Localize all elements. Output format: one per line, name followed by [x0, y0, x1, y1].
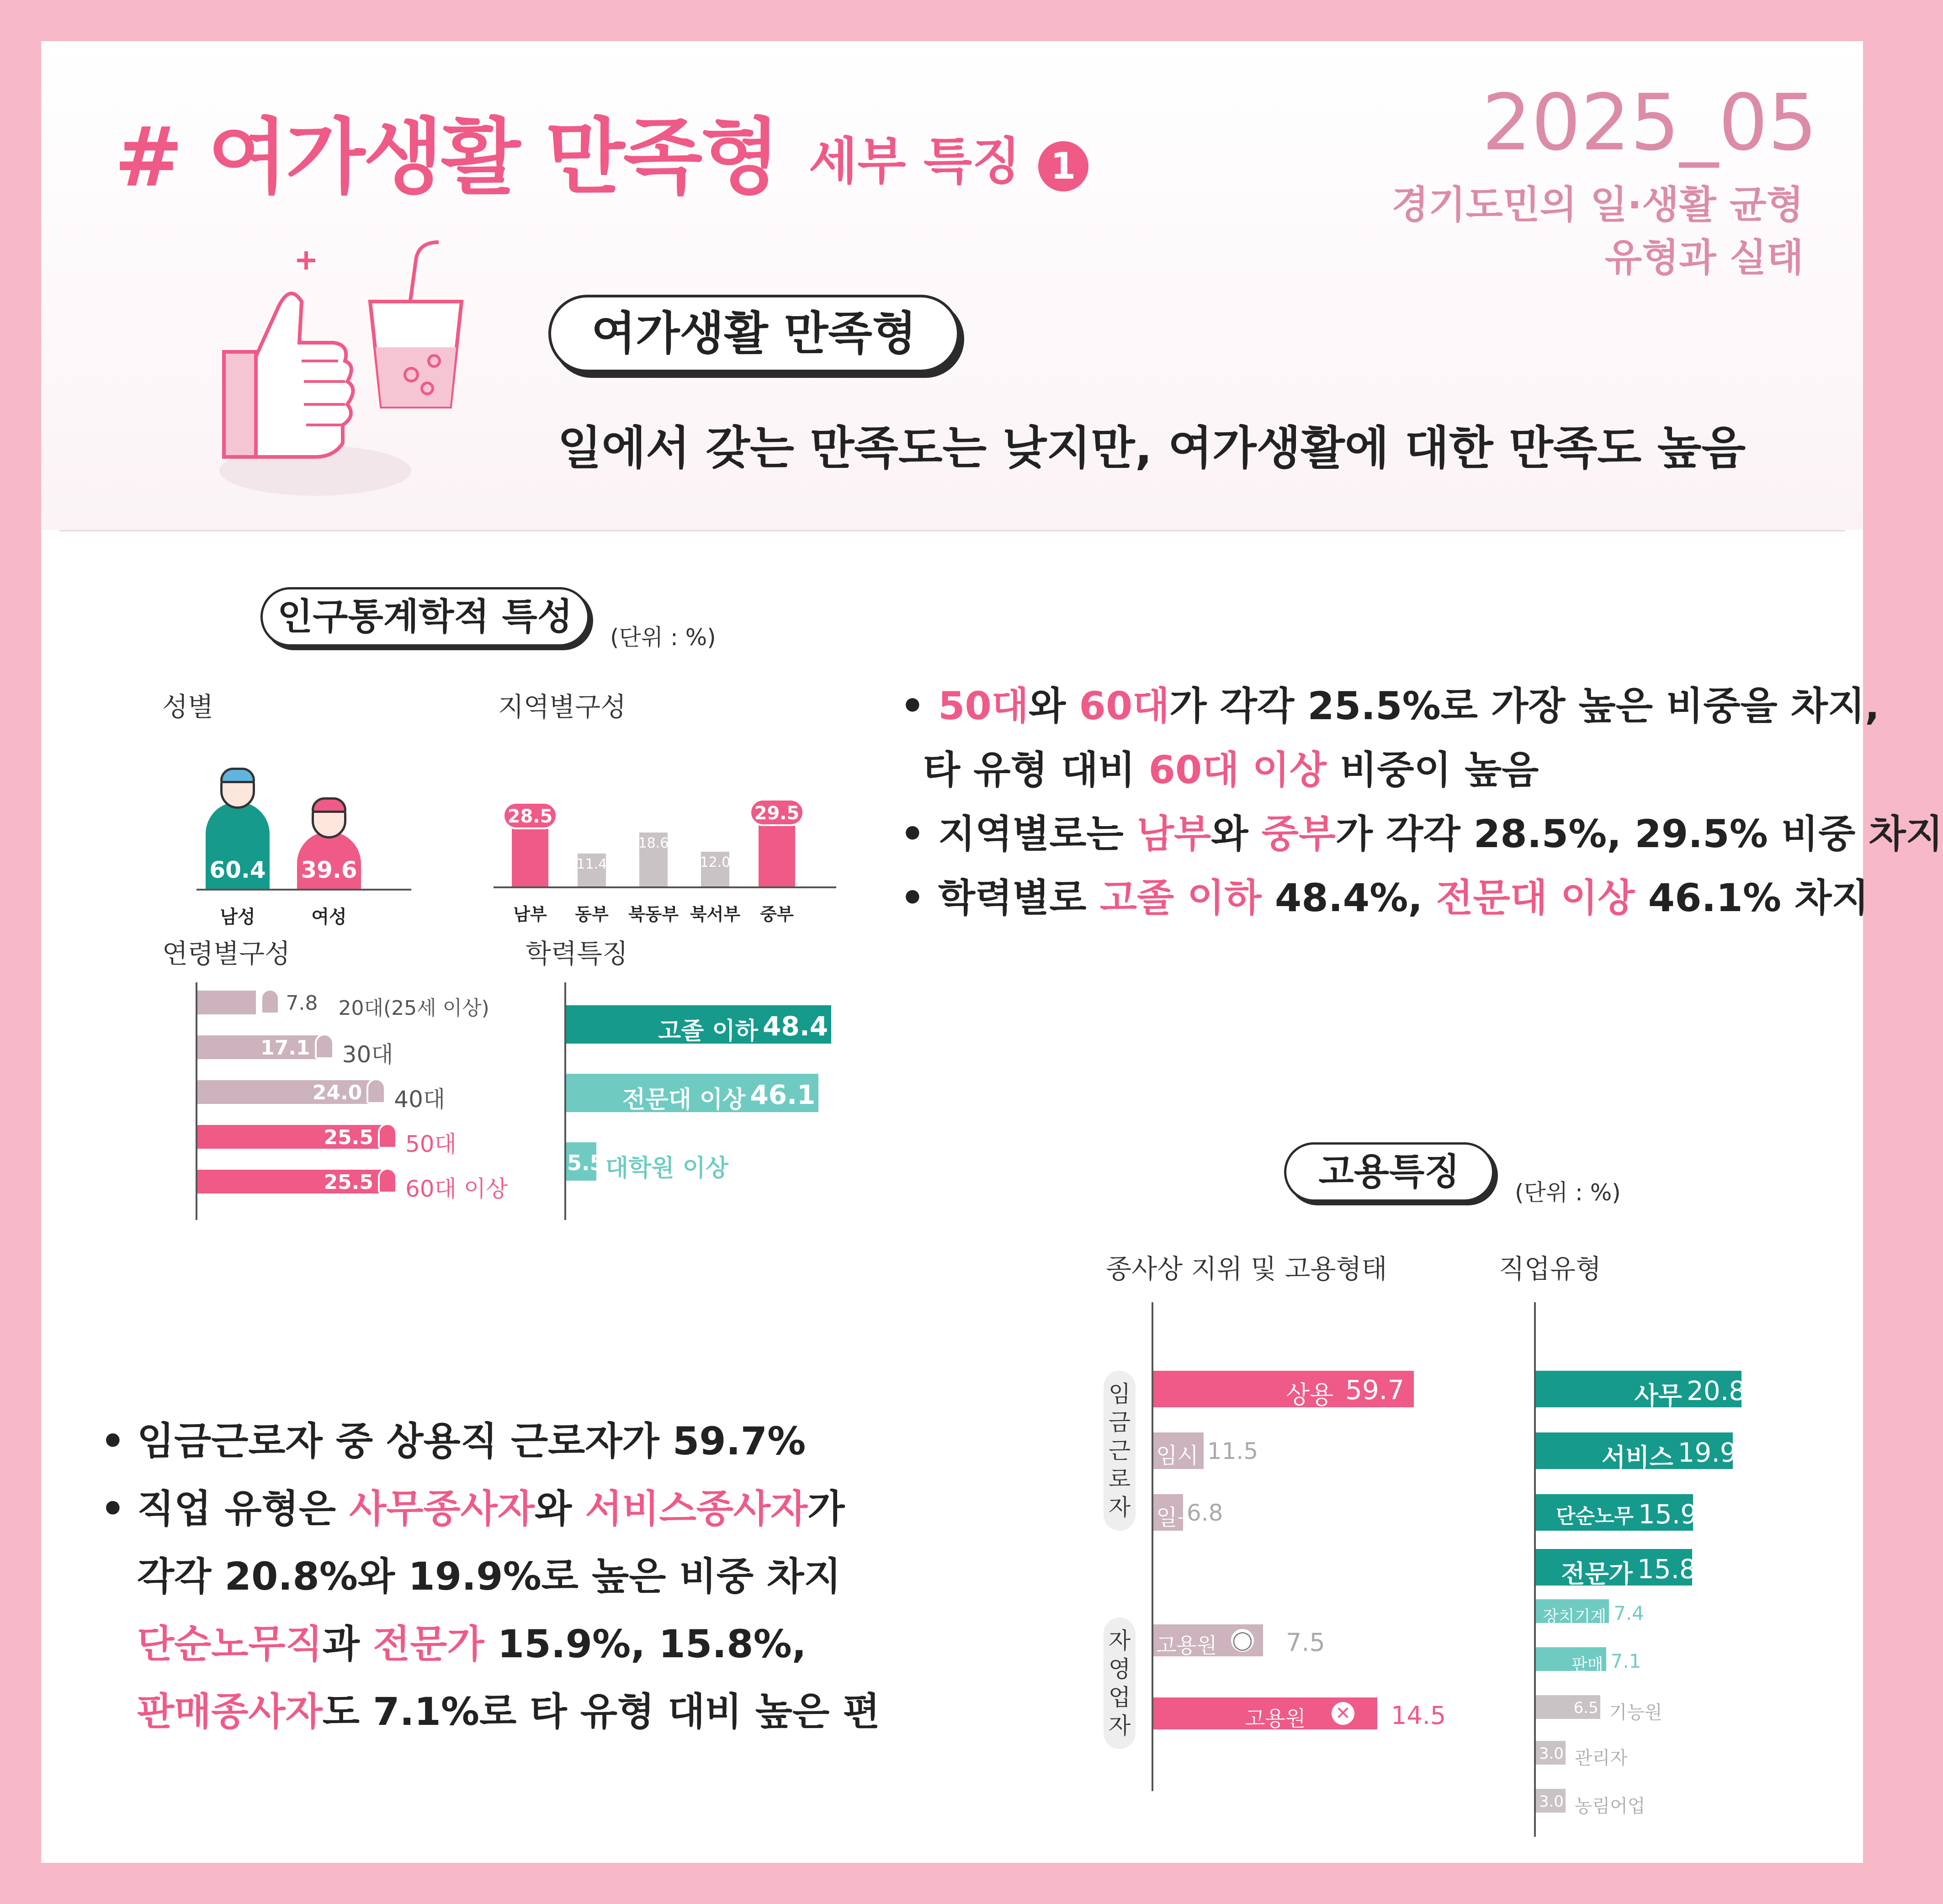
- region-category-label: 북동부: [628, 904, 679, 924]
- education-value-label: 5.5: [567, 1151, 605, 1175]
- occupation-value-label: 15.8: [1637, 1554, 1696, 1585]
- summary-text: 가: [807, 1486, 845, 1531]
- age-category-label: 50대: [405, 1131, 457, 1157]
- summary-line: [101, 1475, 880, 1543]
- person-icon: [315, 1034, 334, 1059]
- region-category-label: 중부: [760, 904, 794, 924]
- status-group-label: [1104, 1618, 1136, 1749]
- education-category-label: 고졸 이하: [658, 1018, 758, 1045]
- employment-summary: [101, 1407, 880, 1745]
- gender-chart-title: 성별: [162, 691, 214, 722]
- summary-text: 도 7.1%로 타 유형 대비 높은 편: [322, 1689, 880, 1734]
- summary-line: [900, 738, 1943, 802]
- status-category-label: 고용원: [1245, 1706, 1306, 1731]
- education-category-label: 대학원 이상: [605, 1155, 729, 1182]
- report-title: [1391, 178, 1804, 284]
- region-value-label: 12.0: [700, 854, 731, 870]
- summary-line: [900, 802, 1943, 866]
- region-axis: [494, 886, 836, 888]
- bullet-dot: •: [900, 875, 938, 920]
- page-title: # 여가생활 만족형: [114, 110, 779, 205]
- summary-text: 과: [322, 1622, 373, 1666]
- subtitle-text: 세부 특징: [809, 132, 1021, 191]
- issue-date: 2025_05: [1482, 78, 1817, 168]
- region-chart: [494, 727, 841, 941]
- bullet-dot: •: [900, 811, 938, 856]
- age-chart: [155, 982, 521, 1225]
- age-value-label: 7.8: [286, 992, 318, 1015]
- status-category-label: 임시: [1156, 1443, 1199, 1469]
- region-value-label: 11.4: [576, 856, 607, 872]
- highlight-text: 중부: [1261, 811, 1336, 856]
- status-value-label: 11.5: [1207, 1438, 1258, 1464]
- education-chart: [523, 982, 843, 1225]
- age-value-label: 17.1: [260, 1036, 310, 1060]
- subtitle-number-badge: 1: [1038, 141, 1088, 191]
- demographics-unit: (단위 : %): [610, 624, 716, 651]
- summary-line: [101, 1407, 880, 1475]
- highlight-text: 50대: [938, 684, 1029, 728]
- status-group-char: 업: [1108, 1684, 1131, 1711]
- occupation-category-label: 농림어업: [1574, 1796, 1646, 1817]
- summary-text: 직업 유형은: [137, 1486, 350, 1531]
- section-divider: [59, 530, 1845, 531]
- person-icon: [378, 1123, 397, 1149]
- status-group-char: 로: [1108, 1466, 1131, 1492]
- summary-text: 타 유형 대비: [923, 748, 1149, 792]
- occupation-category-label: 사무: [1634, 1381, 1682, 1410]
- status-value-label: 7.5: [1286, 1628, 1325, 1657]
- summary-text: 지역별로는: [938, 811, 1137, 856]
- occupation-value-label: 3.0: [1539, 1793, 1564, 1811]
- age-category-label: 40대: [394, 1086, 446, 1113]
- occupation-category-label: 단순노무: [1555, 1505, 1634, 1528]
- report-title-line1: 경기도민의 일·생활 균형: [1391, 182, 1804, 227]
- education-value-label: 46.1: [750, 1079, 816, 1110]
- highlight-text: 전문대 이상: [1436, 875, 1635, 920]
- highlight-text: 전문가: [373, 1622, 484, 1666]
- occupation-category-label: 전문가: [1561, 1559, 1633, 1588]
- status-group-char: 영: [1108, 1656, 1131, 1682]
- highlight-text: 사무종사자: [349, 1486, 535, 1531]
- status-chart-title: 종사상 지위 및 고용형태: [1106, 1253, 1387, 1284]
- occupation-chart-title: 직업유형: [1499, 1253, 1602, 1284]
- age-value-label: 25.5: [324, 1126, 373, 1149]
- thumbs-up-drink-icon: [178, 224, 498, 507]
- age-value-label: 25.5: [324, 1171, 373, 1194]
- demographics-heading: 인구통계학적 특성: [260, 587, 589, 647]
- summary-text: 각각 20.8%와 19.9%로 높은 비중 차지: [137, 1554, 841, 1599]
- status-group-char: 금: [1108, 1409, 1131, 1436]
- status-group-char: 자: [1108, 1628, 1131, 1654]
- summary-text: 48.4%,: [1261, 875, 1436, 920]
- summary-text: 46.1% 차지: [1635, 875, 1869, 920]
- type-description: 일에서 갖는 만족도는 낮지만, 여가생활에 대한 만족도 높음: [557, 421, 1746, 475]
- region-value-label: 18.6: [638, 835, 669, 852]
- summary-line: [101, 1678, 880, 1745]
- region-value-label: 29.5: [749, 799, 804, 826]
- person-hair-icon: [220, 768, 255, 783]
- status-group-char: 자: [1108, 1494, 1131, 1521]
- status-value-label: 6.8: [1186, 1500, 1223, 1526]
- age-chart-title: 연령별구성: [162, 938, 291, 969]
- summary-text: 학력별로: [938, 875, 1100, 920]
- gender-category-label: 여성: [311, 907, 347, 928]
- highlight-text: 고졸 이하: [1099, 875, 1262, 920]
- circle-o-icon: ◯: [1231, 1629, 1254, 1652]
- occupation-category-label: 서비스: [1602, 1443, 1673, 1472]
- age-category-label: 30대: [342, 1041, 393, 1068]
- bullet-dot: •: [101, 1486, 125, 1531]
- summary-line: [101, 1610, 880, 1678]
- occupation-category-label: 기능원: [1609, 1702, 1662, 1723]
- highlight-text: 남부: [1136, 811, 1211, 856]
- summary-text: 와: [534, 1486, 585, 1531]
- person-icon: [366, 1078, 386, 1104]
- highlight-text: 60대 이상: [1148, 748, 1327, 792]
- status-value-label: 59.7: [1345, 1374, 1405, 1405]
- employment-status-chart: [1060, 1302, 1471, 1796]
- summary-line: [900, 866, 1943, 930]
- status-group-char: 근: [1108, 1437, 1131, 1464]
- status-category-label: 일용: [1156, 1505, 1199, 1530]
- summary-text: 비중이 높음: [1327, 748, 1539, 792]
- occupation-value-label: 15.9: [1638, 1499, 1698, 1530]
- summary-text: 와: [1211, 811, 1262, 856]
- region-category-label: 남부: [513, 904, 547, 924]
- circle-x-icon: ✕: [1332, 1702, 1354, 1725]
- employment-heading: 고용특징: [1284, 1142, 1494, 1202]
- report-title-line2: 유형과 실태: [1605, 235, 1804, 280]
- status-value-label: 14.5: [1391, 1701, 1446, 1730]
- occupation-category-label: 판매: [1571, 1655, 1603, 1674]
- person-hair-icon: [312, 797, 346, 813]
- age-category-label: 60대 이상: [405, 1176, 508, 1202]
- gender-value-label: 60.4: [209, 857, 266, 883]
- summary-text: 가 각각 25.5%로 가장 높은 비중을 차지,: [1169, 684, 1880, 728]
- summary-text: 15.9%, 15.8%,: [484, 1622, 807, 1666]
- education-value-label: 48.4: [763, 1011, 828, 1042]
- person-icon: [378, 1168, 397, 1193]
- status-category-label: 상용: [1286, 1380, 1334, 1409]
- highlight-text: 단순노무직: [137, 1622, 323, 1666]
- age-bar: [197, 991, 256, 1014]
- gender-category-label: 남성: [220, 907, 255, 928]
- region-chart-title: 지역별구성: [498, 691, 626, 722]
- infographic-frame: [41, 41, 1943, 1863]
- occupation-chart: [1492, 1302, 1812, 1841]
- gender-chart: [155, 722, 375, 941]
- highlight-text: 60대: [1079, 684, 1170, 728]
- gender-value-label: 39.6: [301, 857, 357, 883]
- occupation-value-label: 20.8: [1687, 1375, 1746, 1406]
- bullet-dot: •: [101, 1419, 125, 1464]
- summary-text: 임금근로자 중 상용직 근로자가 59.7%: [137, 1419, 806, 1464]
- region-category-label: 북서부: [690, 904, 741, 924]
- status-group-char: 자: [1108, 1713, 1131, 1739]
- occupation-value-label: 3.0: [1539, 1745, 1564, 1763]
- occupation-value-label: 7.4: [1614, 1602, 1644, 1624]
- summary-text: 가 각각 28.5%, 29.5% 비중 차지: [1335, 811, 1943, 856]
- region-category-label: 동부: [575, 904, 609, 924]
- occupation-value-label: 19.9: [1678, 1437, 1737, 1468]
- highlight-text: 서비스종사자: [585, 1486, 808, 1531]
- person-icon: [260, 989, 280, 1014]
- highlight-text: 판매종사자: [137, 1689, 323, 1734]
- occupation-value-label: 7.1: [1610, 1650, 1641, 1672]
- summary-text: 와: [1028, 684, 1079, 728]
- occupation-category-label: 장치기계: [1542, 1607, 1607, 1626]
- bullet-dot: •: [900, 684, 938, 728]
- age-category-label: 20대(25세 이상): [338, 997, 489, 1020]
- employment-unit: (단위 : %): [1515, 1179, 1621, 1206]
- gender-axis: [196, 889, 411, 891]
- summary-line: [101, 1543, 880, 1610]
- status-group-char: 임: [1108, 1381, 1131, 1407]
- status-group-label: [1104, 1371, 1136, 1531]
- type-name-badge: 여가생활 만족형: [548, 295, 960, 372]
- education-chart-title: 학력특징: [526, 938, 628, 969]
- summary-line: [900, 674, 1943, 738]
- age-value-label: 24.0: [312, 1081, 362, 1104]
- demographics-summary: [900, 674, 1943, 930]
- education-category-label: 전문대 이상: [622, 1086, 746, 1114]
- status-category-label: 고용원: [1156, 1633, 1217, 1658]
- page-subtitle: [809, 121, 1088, 193]
- occupation-category-label: 관리자: [1574, 1748, 1628, 1769]
- region-value-label: 28.5: [503, 802, 557, 829]
- occupation-value-label: 6.5: [1573, 1699, 1598, 1717]
